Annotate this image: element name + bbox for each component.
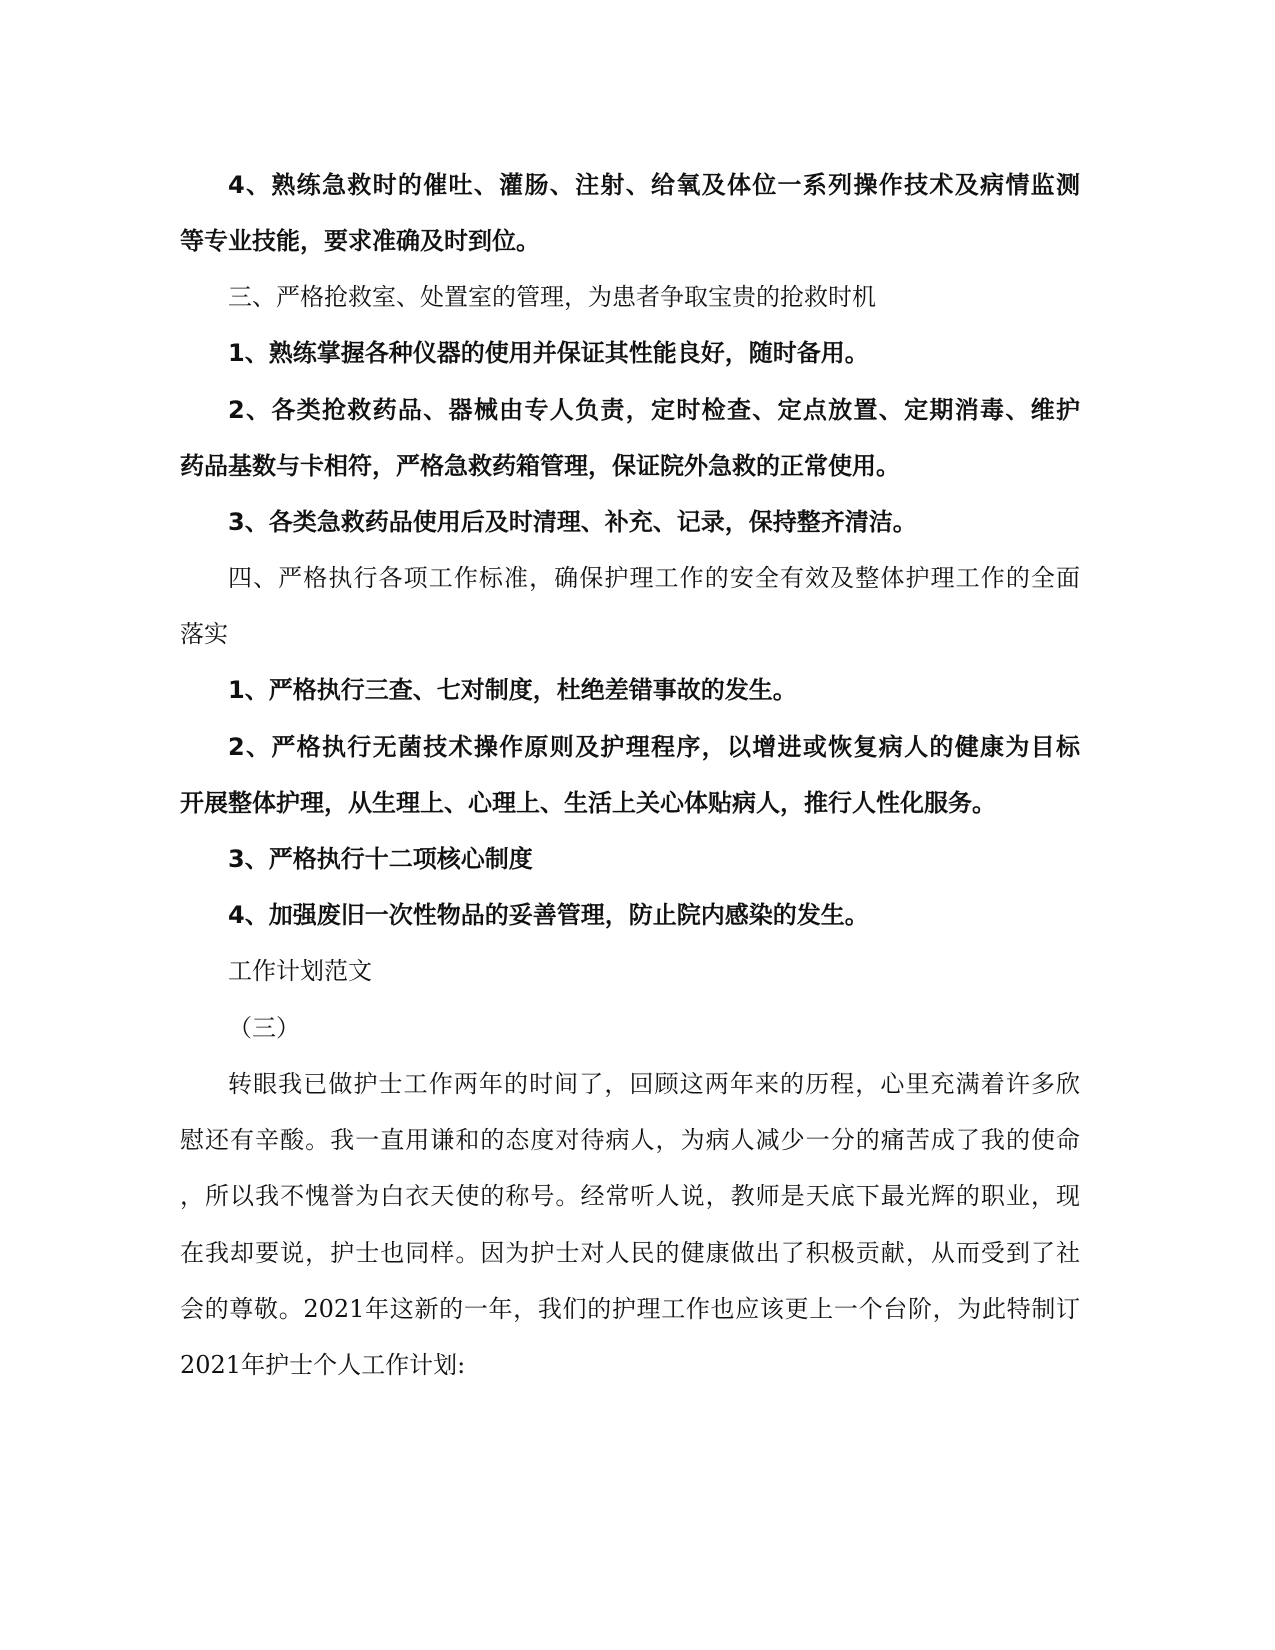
paragraph-line: 3、严格执行十二项核心制度 bbox=[228, 845, 533, 873]
paragraph-line: 2021年护士个人工作计划: bbox=[180, 1351, 466, 1379]
subtitle-number: （三） bbox=[228, 1014, 300, 1042]
section-heading-continuation: 落实 bbox=[180, 620, 228, 648]
paragraph-line: 1、熟练掌握各种仪器的使用并保证其性能良好，随时备用。 bbox=[228, 339, 869, 367]
paragraph-line: 慰还有辛酸。我一直用谦和的态度对待病人，为病人减少一分的痛苦成了我的使命 bbox=[180, 1126, 1080, 1154]
paragraph-line: 等专业技能，要求准确及时到位。 bbox=[180, 227, 540, 255]
paragraph-line: 3、各类急救药品使用后及时清理、补充、记录，保持整齐清洁。 bbox=[228, 508, 917, 536]
paragraph-line: 4、熟练急救时的催吐、灌肠、注射、给氧及体位一系列操作技术及病情监测 bbox=[228, 171, 1080, 199]
paragraph-line: ，所以我不愧誉为白衣天使的称号。经常听人说，教师是天底下最光辉的职业，现 bbox=[180, 1182, 1080, 1210]
paragraph-line: 药品基数与卡相符，严格急救药箱管理，保证院外急救的正常使用。 bbox=[180, 452, 900, 480]
paragraph-line: 2、严格执行无菌技术操作原则及护理程序，以增进或恢复病人的健康为目标 bbox=[228, 733, 1080, 761]
paragraph-line: 2、各类抢救药品、器械由专人负责，定时检查、定点放置、定期消毒、维护 bbox=[228, 396, 1080, 424]
paragraph-line: 1、严格执行三查、七对制度，杜绝差错事故的发生。 bbox=[228, 676, 797, 704]
paragraph-line: 会的尊敬。2021年这新的一年，我们的护理工作也应该更上一个台阶，为此特制订 bbox=[180, 1295, 1080, 1323]
paragraph-line: 开展整体护理，从生理上、心理上、生活上关心体贴病人，推行人性化服务。 bbox=[180, 789, 996, 817]
paragraph-line: 在我却要说，护士也同样。因为护士对人民的健康做出了积极贡献，从而受到了社 bbox=[180, 1239, 1080, 1267]
paragraph-line: 4、加强废旧一次性物品的妥善管理，防止院内感染的发生。 bbox=[228, 901, 869, 929]
paragraph-line: 转眼我已做护士工作两年的时间了，回顾这两年来的历程，心里充满着许多欣 bbox=[228, 1070, 1080, 1098]
subtitle: 工作计划范文 bbox=[228, 957, 372, 985]
section-heading: 四、严格执行各项工作标准，确保护理工作的安全有效及整体护理工作的全面 bbox=[228, 564, 1080, 592]
section-heading: 三、严格抢救室、处置室的管理，为患者争取宝贵的抢救时机 bbox=[228, 283, 876, 311]
